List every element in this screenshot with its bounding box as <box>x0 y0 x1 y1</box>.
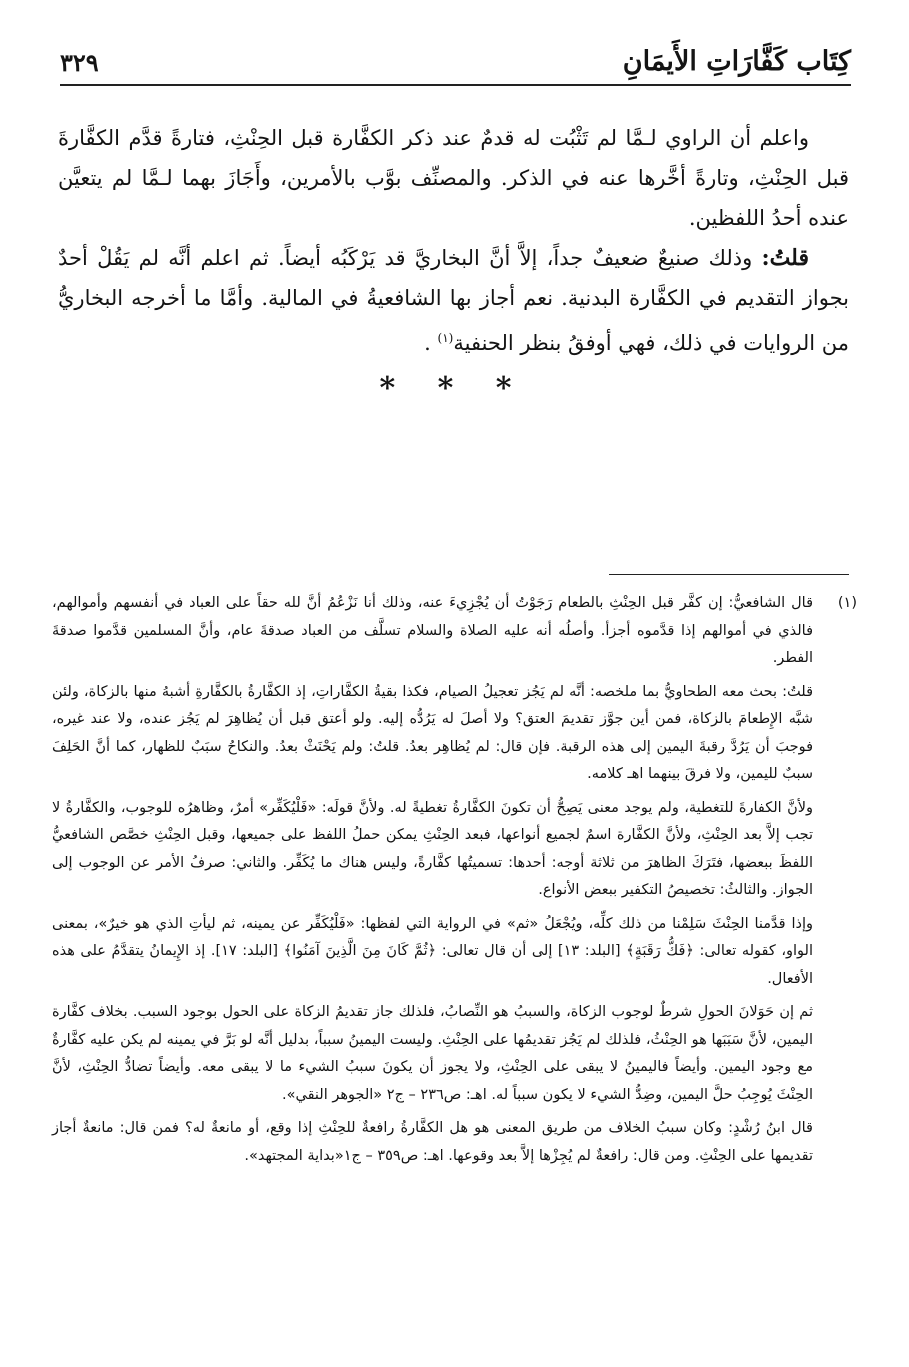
footnote-paragraph: قال ابنُ رُشْدٍ: وكان سببُ الخلاف من طريق المعنى هو هل الكفَّارةُ رافعةٌ للحِنْثِ إذا وقع، أو مانعةٌ له؟ فمن قال: مانعةٌ أجاز تقديمها على الحِنْثِ. ومن قال: رافعةٌ لم يُجِزْها إلاَّ بعد وقوعها. اهـ: ص٣٥٩ – ج١«بداية المجتهد». <box>52 1120 813 1164</box>
running-title: كِتَاب كَفَّارَاتِ الأَيمَانِ <box>622 46 851 77</box>
footnote-paragraph: ثم إن حَوَلانَ الحولِ شرطٌ لوجوب الزكاة، والسببُ هو النِّصابُ، فلذلك جاز تقديمُ الزكاة على الحول بوجود السبب. بخلاف كفَّارة اليمين، لأنَّ سَبَبَها هو الحِنْثُ، فلذلك لم يَجُز تقديمُها على الحِنْثِ. وليست اليمينُ سبباً، بدليل أنَّه لو بَرَّ في يمينه لم يكن عليه كفَّارةٌ مع وجود اليمين. وأيضاً فاليمينُ لا يبقى على الحِنْثِ، ولا يجوز أن يكونَ سببُ الشيء ما لا يبقى معه. وأيضاً تضادُّ الحِنْثِ، لأنَّ الحِنْثَ يُوجِبُ حلَّ اليمين، وضِدُّ الشيء لا يكون سبباً له. اهـ: ص٢٣٦ – ج٢ «الجوهر النقي». <box>52 1004 813 1103</box>
section-separator: * * * <box>379 371 528 406</box>
said-label: قلتُ: <box>761 245 809 271</box>
footnote-paragraph: قال الشافعيُّ: إن كفَّر قبل الحِنْثِ بالطعام رَجَوْتُ أن يُجْزِيءَ عنه، وذلك أنا نَزْعُمُ أنَّ لله حقاً على العباد في أنفسهم وأموالهم، فالذي في أموالهم إذا قدَّموه أجزأ. وأصلُه أنه عليه الصلاة والسلام تسلَّف من العباد صدقةَ عام، وأنَّ المسلمين قدَّموا صدقةَ الفطر. <box>52 595 813 666</box>
footnote-reference[interactable]: (١) <box>437 331 454 345</box>
footnote-number: (١) <box>837 595 857 611</box>
footnote-rule <box>609 574 849 575</box>
footnote-paragraph: قلتُ: بحث معه الطحاويُّ بما ملخصه: أنَّه لم يَجُز تعجيلُ الصيام، فكذا بقيةُ الكفَّاراتِ، إذ الكفَّارةُ بالكفَّارةِ أشبهُ منها بالزكاة، ولئن شبَّه الإِطعامَ بالزكاة، فمن أين جوَّز تقديمَ العتق؟ ولا أصلَ له يَرُدُّه إليه. ولو أعتق قبل أن يُظاهِرَ لم يَجُز عنده، ولا عند غيره، فوجبَ أن يَرُدَّ رقبةَ اليمين إلى هذه الرقبة. فإن قال: لم يُظاهِر بعدُ. قلتُ: ولم يَحْنَثْ بعدُ. والنكاحُ سبَبٌ للظهار، كما أنَّ الحَلِفَ سببٌ لليمين، ولا فرقَ بينهما اهـ كلامه. <box>52 683 813 782</box>
page-number: ٣٢٩ <box>60 48 99 77</box>
main-paragraph-2-text: وذلك صنيعٌ ضعيفٌ جداً، إلاَّ أنَّ البخاريَّ قد يَرْكَبُه أيضاً. ثم اعلم أنَّه لم يَقُلْ أحدٌ بجواز التقديم في الكفَّارة البدنية. نعم أجاز بها الشافعيةُ في المالية. وأمَّا ما أخرجه البخاريُّ من الروايات في ذلك، فهي أوفقُ بنظر الحنفية <box>58 246 849 355</box>
footnote-paragraph: وإذا قدَّمنا الحِنْثَ سَلِمْنا من ذلك كلِّه، ويُجْعَلُ «ثم» في الرواية التي لفظها: «فَلْيُكَفِّر عن يمينه، ثم ليأتِ الذي هو خيرٌ»، بمعنى الواو، كقوله تعالى: ﴿فَكُّ رَقَبَةٍ﴾ [البلد: ١٣] إلى أن قال تعالى: ﴿ثُمَّ كَانَ مِنَ الَّذِينَ آمَنُوا﴾ [البلد: ١٧]. إذ الإِيمانُ يتقدَّمُ على هذه الأفعال. <box>52 915 813 987</box>
end-period: . <box>424 331 438 355</box>
main-text <box>58 118 849 411</box>
main-paragraph-2 <box>58 238 849 363</box>
header-rule <box>60 84 851 86</box>
footnote-body <box>52 590 813 1170</box>
footnote-paragraph: ولأنَّ الكفارةَ للتغطية، ولم يوجد معنى يَصِحُّ أن تكونَ الكفَّارةُ تغطيةً له. ولأنَّ قولَه: «فَلْيُكَفِّر» أمرٌ، وظاهرُه للوجوب، والكفَّارةُ لا تجب إلاَّ بعد الحِنْثِ، ولأنَّ الكفَّارة اسمٌ لجميع أنواعها، فبعد الحِنْثِ يمكن حملُ اللفظ على جميعها، وقبل الحِنْثِ خصَّص الشافعيُّ اللفظَ ببعضها، فتَرَكَ الظاهرَ من ثلاثة أوجه: أحدها: تسميتُها كفَّارةً، وليس هناك ما يُكَفِّر. والثاني: صرفُ الأمر عن الوجوب إلى الجواز. والثالثُ: تخصيصُ التكفير ببعض الأنواع. <box>52 799 813 898</box>
footnote-1 <box>52 590 861 1170</box>
footnotes <box>52 590 861 1170</box>
page-header <box>60 40 851 88</box>
main-paragraph-1: واعلم أن الراوي لـمَّا لم تَثْبُت له قدمٌ عند ذكر الكفَّارة قبل الحِنْثِ، فتارةً قدَّم الكفَّارةَ قبل الحِنْثِ، وتارةً أخَّرها عنه في الذكر. والمصنِّف بوَّب بالأمرين، وأَجَازَ بهما لـمَّا لم يتعيَّن عنده أحدُ اللفظين. <box>58 126 849 230</box>
